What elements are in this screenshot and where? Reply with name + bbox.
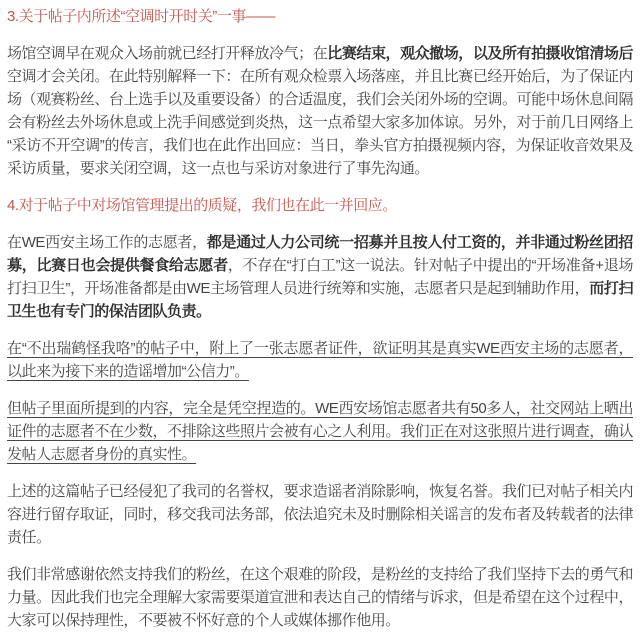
section-heading-4 — [7, 194, 633, 217]
bold-text-run: 比赛结束，观众撤场，以及所有拍摄收馆清场后 — [327, 45, 633, 62]
bold-text-run: 都是通过人力公司统一招募并且按人付工资的，并非通过粉丝团招募，比赛日也会提供餐食给志愿者 — [7, 234, 633, 274]
text-run: 场馆空调早在观众入场前就已经打开释放冷气；在 — [7, 45, 328, 62]
text-run: 空调才会关闭。在此特别解释一下：在所有观众检票入场落座，并且比赛已经开始后，为了保证内场（观赛粉丝、台上选手以及重要设备）的合适温度，我们会关闭外场的空调。可能中场休息间隔会有粉丝去外场休息或上洗手间感觉到炎热，这一点希望大家多加体谅。另外，对于前几日网络上“采访不开空调”的传言，我们也在此作出回应：当日，拳头官方拍摄视频内容，为保证收音效果及采访质量，要求关闭空调，这一点也与采访对象进行了事先沟通。 — [7, 68, 633, 177]
text-run: 上述的这篇帖子已经侵犯了我司的名誉权，要求造谣者消除影响，恢复名誉。我们已对帖子相关内容进行留存取证，同时，移交我司法务部，依法追究未及时删除相关谣言的发布者及转载者的法律责任。 — [7, 483, 633, 546]
heading-text: 3.关于帖子内所述“空调时开时关”一事—— — [7, 8, 276, 25]
paragraph-volunteer-badge-claim — [7, 337, 633, 383]
bold-text-run: 而打扫卫生也有专门的保洁团队负责。 — [7, 280, 633, 320]
paragraph-air-conditioning — [7, 42, 633, 180]
underlined-text-run: 但帖子里面所提到的内容，完全是凭空捏造的。WE西安场馆志愿者共有50多人，社交网站上晒出证件的志愿者不在少数，不排除这些照片会被有心之人利用。我们正在对这张照片进行调查，确认发帖人志愿者身份的真实性。 — [7, 400, 633, 463]
section-heading-3 — [7, 5, 633, 28]
text-run: ，不存在“打白工”这一说法。针对帖子中提出的“开场准备+退场打扫卫生”，开场准备都是由WE主场管理人员进行统筹和实施，志愿者只是起到辅助作用， — [7, 257, 633, 297]
heading-text: 4.对于帖子中对场馆管理提出的质疑，我们也在此一并回应。 — [7, 197, 397, 214]
text-run: 我们非常感谢依然支持我们的粉丝，在这个艰难的阶段，是粉丝的支持给了我们坚持下去的勇气和力量。因此我们也完全理解大家需要渠道宣泄和表达自己的情绪与诉求，但是希望在这个过程中，大家可以保持理性，不要被不怀好意的个人或媒体挪作他用。 — [7, 566, 633, 629]
paragraph-legal-action — [7, 480, 633, 549]
paragraph-fabricated-content — [7, 397, 633, 466]
paragraph-thanks-fans — [7, 563, 633, 632]
underlined-text-run: 在“不出瑞鹤怪我咯”的帖子中，附上了一张志愿者证件，欲证明其是真实WE西安主场的志愿者，以此来为接下来的造谣增加“公信力”。 — [7, 340, 633, 380]
paragraph-volunteers — [7, 231, 633, 323]
text-run: 在WE西安主场工作的志愿者， — [7, 234, 207, 251]
